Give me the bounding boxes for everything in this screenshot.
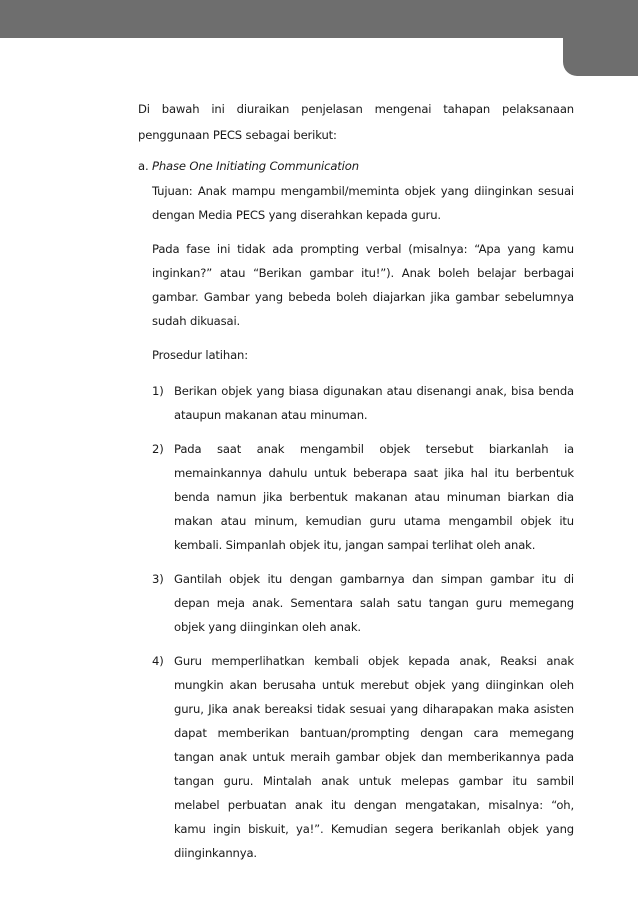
step-text: Pada saat anak mengambil objek tersebut biarkanlah ia memainkannya dahulu untuk beberapa saat jika hal itu berbentuk benda namun jika berbentuk makanan atau minuman biarkan dia makan atau minum, kemudian guru utama mengambil objek itu kembali. Simpanlah objek itu, jangan sampai terlihat oleh anak. xyxy=(174,442,574,552)
section-body xyxy=(138,179,574,367)
section-label: a. xyxy=(138,159,149,173)
step-text: Berikan objek yang biasa digunakan atau disenangi anak, bisa benda ataupun makanan atau minuman. xyxy=(174,384,574,422)
list-item xyxy=(152,437,574,557)
tujuan-paragraph: Tujuan: Anak mampu mengambil/meminta objek yang diinginkan sesuai dengan Media PECS yang diserahkan kepada guru. xyxy=(152,184,574,222)
procedure-steps xyxy=(138,379,574,865)
procedure-label: Prosedur latihan: xyxy=(152,348,248,362)
list-item xyxy=(152,567,574,639)
intro-paragraph: Di bawah ini diuraikan penjelasan mengenai tahapan pelaksanaan penggunaan PECS sebagai berikut: xyxy=(138,102,574,142)
step-number: 1) xyxy=(152,384,164,398)
step-number: 4) xyxy=(152,654,164,668)
step-number: 2) xyxy=(152,442,164,456)
step-number: 3) xyxy=(152,572,164,586)
list-item xyxy=(152,379,574,427)
step-text: Gantilah objek itu dengan gambarnya dan simpan gambar itu di depan meja anak. Sementara salah satu tangan guru memegang objek yang diinginkan oleh anak. xyxy=(174,572,574,634)
list-item xyxy=(152,649,574,865)
header-band xyxy=(0,0,638,38)
document-page xyxy=(138,96,574,875)
section-title: Phase One Initiating Communication xyxy=(152,159,359,173)
step-text: Guru memperlihatkan kembali objek kepada anak, Reaksi anak mungkin akan berusaha untuk merebut objek yang diinginkan oleh guru, Jika anak bereaksi tidak sesuai yang diharapakan maka asisten dapat memberikan bantuan/prompting dengan cara memegang tangan anak untuk meraih gambar objek dan memberikannya pada tangan guru. Mintalah anak untuk melepas gambar itu sambil melabel perbuatan anak itu dengan mengatakan, misalnya: “oh, kamu ingin biskuit, ya!”. Kemudian segera berikanlah objek yang diinginkannya. xyxy=(174,654,574,860)
description-paragraph: Pada fase ini tidak ada prompting verbal (misalnya: “Apa yang kamu inginkan?” atau “Berikan gambar itu!”). Anak boleh belajar berbagai gambar. Gambar yang bebeda boleh diajarkan jika gambar sebelumnya sudah dikuasai. xyxy=(152,242,574,328)
page-corner-tab xyxy=(563,0,638,76)
section-heading xyxy=(138,155,574,177)
